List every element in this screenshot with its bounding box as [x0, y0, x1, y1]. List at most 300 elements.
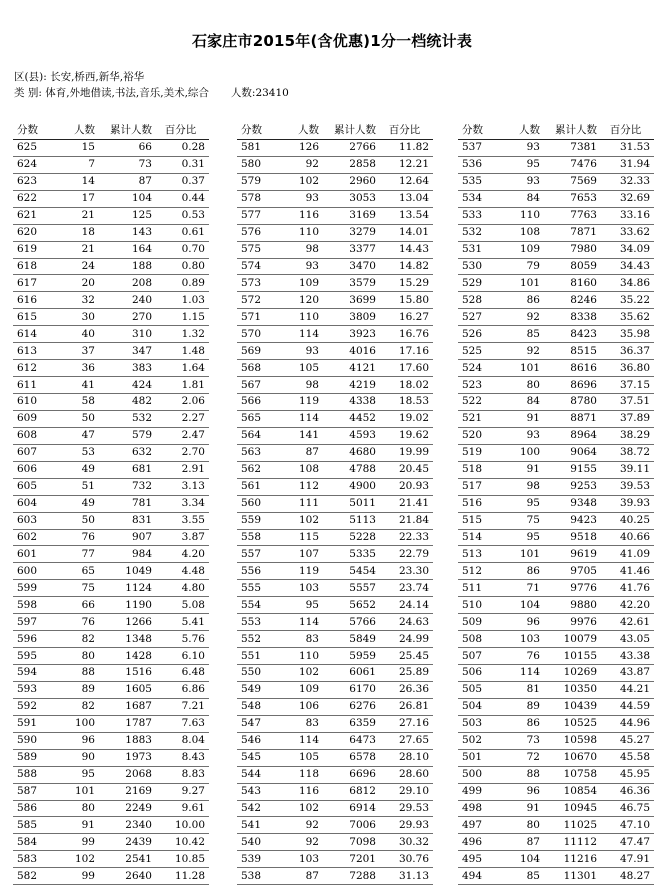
percent-cell: 6.86	[156, 681, 209, 698]
cumulative-cell: 3169	[323, 207, 380, 224]
table-row	[13, 868, 209, 885]
table-row	[458, 139, 654, 156]
cumulative-cell: 10269	[544, 665, 601, 682]
percent-cell: 39.11	[601, 461, 654, 478]
table-row	[13, 563, 209, 580]
percent-cell: 27.16	[380, 715, 433, 732]
percent-cell: 8.83	[156, 766, 209, 783]
header-percent: 百分比	[380, 123, 433, 139]
cumulative-cell: 6170	[323, 681, 380, 698]
cumulative-cell: 6473	[323, 732, 380, 749]
count-cell: 90	[57, 749, 99, 766]
count-cell: 91	[57, 817, 99, 834]
table-row	[458, 156, 654, 173]
table-row	[13, 512, 209, 529]
percent-cell: 41.46	[601, 563, 654, 580]
table-row	[458, 681, 654, 698]
percent-cell: 16.27	[380, 309, 433, 326]
percent-cell: 35.22	[601, 292, 654, 309]
header-score: 分数	[13, 123, 57, 139]
score-cell: 510	[458, 597, 502, 614]
table-row	[237, 478, 433, 495]
table-row	[13, 495, 209, 512]
table-row	[13, 817, 209, 834]
count-cell: 32	[57, 292, 99, 309]
table-row	[458, 173, 654, 190]
count-cell: 93	[281, 258, 323, 275]
percent-cell: 39.93	[601, 495, 654, 512]
score-cell: 574	[237, 258, 281, 275]
count-cell: 95	[502, 156, 544, 173]
count-cell: 96	[502, 783, 544, 800]
percent-cell: 17.16	[380, 343, 433, 360]
percent-cell: 2.91	[156, 461, 209, 478]
percent-cell: 34.43	[601, 258, 654, 275]
percent-cell: 0.44	[156, 190, 209, 207]
score-cell: 496	[458, 834, 502, 851]
count-cell: 41	[57, 377, 99, 394]
cumulative-cell: 1190	[99, 597, 156, 614]
table-row	[458, 478, 654, 495]
table-row	[237, 851, 433, 868]
table-row	[13, 139, 209, 156]
count-cell: 93	[281, 190, 323, 207]
score-cell: 520	[458, 427, 502, 444]
table-row	[13, 207, 209, 224]
table-row	[13, 377, 209, 394]
table-row	[13, 478, 209, 495]
table-row	[458, 783, 654, 800]
percent-cell: 2.70	[156, 444, 209, 461]
count-cell: 98	[502, 478, 544, 495]
percent-cell: 1.64	[156, 360, 209, 377]
percent-cell: 47.10	[601, 817, 654, 834]
table-row	[458, 715, 654, 732]
cumulative-cell: 383	[99, 360, 156, 377]
percent-cell: 9.27	[156, 783, 209, 800]
score-cell: 568	[237, 360, 281, 377]
score-cell: 538	[237, 868, 281, 885]
percent-cell: 44.96	[601, 715, 654, 732]
count-cell: 71	[502, 580, 544, 597]
score-cell: 600	[13, 563, 57, 580]
percent-cell: 34.86	[601, 275, 654, 292]
percent-cell: 4.48	[156, 563, 209, 580]
table-row	[237, 360, 433, 377]
score-cell: 570	[237, 326, 281, 343]
score-cell: 565	[237, 410, 281, 427]
count-cell: 93	[281, 343, 323, 360]
percent-cell: 24.99	[380, 631, 433, 648]
header-score: 分数	[237, 123, 281, 139]
percent-cell: 3.34	[156, 495, 209, 512]
table-row	[13, 681, 209, 698]
count-cell: 73	[502, 732, 544, 749]
percent-cell: 0.37	[156, 173, 209, 190]
table-row	[458, 834, 654, 851]
cumulative-cell: 8515	[544, 343, 601, 360]
percent-cell: 18.02	[380, 377, 433, 394]
table-row	[458, 631, 654, 648]
percent-cell: 38.29	[601, 427, 654, 444]
cumulative-cell: 2340	[99, 817, 156, 834]
table-row	[13, 749, 209, 766]
table-row	[13, 834, 209, 851]
cumulative-cell: 6276	[323, 698, 380, 715]
cumulative-cell: 4121	[323, 360, 380, 377]
score-cell: 514	[458, 529, 502, 546]
percent-cell: 34.09	[601, 241, 654, 258]
cumulative-cell: 240	[99, 292, 156, 309]
score-cell: 573	[237, 275, 281, 292]
count-cell: 102	[281, 800, 323, 817]
score-cell: 556	[237, 563, 281, 580]
cumulative-cell: 10945	[544, 800, 601, 817]
count-cell: 102	[281, 173, 323, 190]
score-cell: 497	[458, 817, 502, 834]
table-row	[237, 834, 433, 851]
table-row	[237, 156, 433, 173]
table-row	[237, 580, 433, 597]
cumulative-cell: 1883	[99, 732, 156, 749]
percent-cell: 35.62	[601, 309, 654, 326]
percent-cell: 37.51	[601, 394, 654, 411]
cumulative-cell: 984	[99, 546, 156, 563]
score-cell: 612	[13, 360, 57, 377]
header-count: 人数	[281, 123, 323, 139]
cumulative-cell: 3377	[323, 241, 380, 258]
cumulative-cell: 9705	[544, 563, 601, 580]
score-cell: 548	[237, 698, 281, 715]
score-cell: 501	[458, 749, 502, 766]
percent-cell: 20.45	[380, 461, 433, 478]
score-cell: 610	[13, 394, 57, 411]
cumulative-cell: 270	[99, 309, 156, 326]
percent-cell: 0.70	[156, 241, 209, 258]
table-row	[237, 766, 433, 783]
score-cell: 589	[13, 749, 57, 766]
cumulative-cell: 5959	[323, 648, 380, 665]
table-row	[13, 309, 209, 326]
cumulative-cell: 482	[99, 394, 156, 411]
score-cell: 580	[237, 156, 281, 173]
percent-cell: 41.76	[601, 580, 654, 597]
count-cell: 84	[502, 190, 544, 207]
count-cell: 51	[57, 478, 99, 495]
table-row	[237, 868, 433, 885]
cumulative-cell: 1428	[99, 648, 156, 665]
score-cell: 503	[458, 715, 502, 732]
table-row	[458, 512, 654, 529]
score-cell: 599	[13, 580, 57, 597]
table-row	[458, 444, 654, 461]
cumulative-cell: 10854	[544, 783, 601, 800]
count-cell: 49	[57, 495, 99, 512]
count-cell: 109	[502, 241, 544, 258]
cumulative-cell: 8780	[544, 394, 601, 411]
table-header-row	[458, 123, 654, 139]
count-cell: 114	[281, 614, 323, 631]
score-cell: 505	[458, 681, 502, 698]
cumulative-cell: 10439	[544, 698, 601, 715]
percent-cell: 13.04	[380, 190, 433, 207]
score-cell: 494	[458, 868, 502, 885]
count-cell: 102	[281, 665, 323, 682]
score-cell: 582	[13, 868, 57, 885]
count-cell: 95	[57, 766, 99, 783]
cumulative-cell: 3470	[323, 258, 380, 275]
cumulative-cell: 3053	[323, 190, 380, 207]
percent-cell: 47.47	[601, 834, 654, 851]
count-cell: 99	[57, 868, 99, 885]
cumulative-cell: 8616	[544, 360, 601, 377]
count-cell: 110	[281, 648, 323, 665]
percent-cell: 29.93	[380, 817, 433, 834]
count-cell: 50	[57, 410, 99, 427]
count-cell: 72	[502, 749, 544, 766]
cumulative-cell: 5011	[323, 495, 380, 512]
percent-cell: 10.85	[156, 851, 209, 868]
count-cell: 114	[281, 326, 323, 343]
cumulative-cell: 8871	[544, 410, 601, 427]
score-cell: 528	[458, 292, 502, 309]
percent-cell: 23.74	[380, 580, 433, 597]
table-row	[13, 580, 209, 597]
table-row	[13, 224, 209, 241]
table-row	[458, 851, 654, 868]
count-cell: 111	[281, 495, 323, 512]
cumulative-cell: 2858	[323, 156, 380, 173]
cumulative-cell: 6696	[323, 766, 380, 783]
score-cell: 540	[237, 834, 281, 851]
score-cell: 543	[237, 783, 281, 800]
count-cell: 102	[281, 512, 323, 529]
count-cell: 116	[281, 207, 323, 224]
percent-cell: 28.10	[380, 749, 433, 766]
cumulative-cell: 424	[99, 377, 156, 394]
count-cell: 95	[502, 529, 544, 546]
percent-cell: 1.32	[156, 326, 209, 343]
table-row	[13, 648, 209, 665]
count-cell: 58	[57, 394, 99, 411]
score-cell: 558	[237, 529, 281, 546]
percent-cell: 8.04	[156, 732, 209, 749]
table-row	[458, 258, 654, 275]
table-row	[458, 360, 654, 377]
cumulative-cell: 5335	[323, 546, 380, 563]
table-row	[458, 275, 654, 292]
count-cell: 76	[57, 614, 99, 631]
table-row	[458, 563, 654, 580]
cumulative-cell: 5113	[323, 512, 380, 529]
category-line	[14, 86, 289, 100]
cumulative-cell: 10350	[544, 681, 601, 698]
cumulative-cell: 1348	[99, 631, 156, 648]
cumulative-cell: 1516	[99, 665, 156, 682]
score-cell: 601	[13, 546, 57, 563]
count-cell: 98	[281, 377, 323, 394]
table-row	[458, 614, 654, 631]
percent-cell: 25.45	[380, 648, 433, 665]
count-cell: 80	[57, 648, 99, 665]
count-cell: 114	[502, 665, 544, 682]
table-row	[237, 444, 433, 461]
table-row	[13, 156, 209, 173]
score-cell: 597	[13, 614, 57, 631]
count-cell: 96	[57, 732, 99, 749]
count-cell: 86	[502, 715, 544, 732]
score-cell: 549	[237, 681, 281, 698]
count-cell: 114	[281, 410, 323, 427]
cumulative-cell: 8246	[544, 292, 601, 309]
table-row	[237, 410, 433, 427]
cumulative-cell: 5454	[323, 563, 380, 580]
score-cell: 611	[13, 377, 57, 394]
count-cell: 101	[502, 360, 544, 377]
count-cell: 103	[281, 580, 323, 597]
percent-cell: 44.59	[601, 698, 654, 715]
table-row	[237, 529, 433, 546]
cumulative-cell: 10670	[544, 749, 601, 766]
score-cell: 591	[13, 715, 57, 732]
count-cell: 75	[502, 512, 544, 529]
cumulative-cell: 310	[99, 326, 156, 343]
cumulative-cell: 2068	[99, 766, 156, 783]
table-row	[13, 529, 209, 546]
percent-cell: 7.63	[156, 715, 209, 732]
score-cell: 596	[13, 631, 57, 648]
table-row	[458, 377, 654, 394]
count-cell: 116	[281, 783, 323, 800]
count-cell: 118	[281, 766, 323, 783]
cumulative-cell: 4338	[323, 394, 380, 411]
score-cell: 619	[13, 241, 57, 258]
percent-cell: 16.76	[380, 326, 433, 343]
percent-cell: 30.32	[380, 834, 433, 851]
score-cell: 495	[458, 851, 502, 868]
score-cell: 614	[13, 326, 57, 343]
score-cell: 545	[237, 749, 281, 766]
cumulative-cell: 2541	[99, 851, 156, 868]
percent-cell: 3.55	[156, 512, 209, 529]
score-cell: 507	[458, 648, 502, 665]
score-cell: 575	[237, 241, 281, 258]
table-row	[458, 580, 654, 597]
category-text: 类 别: 体育,外地借读,书法,音乐,美术,综合	[14, 87, 209, 99]
score-cell: 519	[458, 444, 502, 461]
count-cell: 115	[281, 529, 323, 546]
cumulative-cell: 2169	[99, 783, 156, 800]
score-cell: 512	[458, 563, 502, 580]
cumulative-cell: 4219	[323, 377, 380, 394]
table-row	[13, 461, 209, 478]
table-row	[237, 698, 433, 715]
count-cell: 30	[57, 309, 99, 326]
cumulative-cell: 10155	[544, 648, 601, 665]
count-cell: 24	[57, 258, 99, 275]
table-row	[458, 207, 654, 224]
cumulative-cell: 9518	[544, 529, 601, 546]
score-cell: 498	[458, 800, 502, 817]
score-cell: 577	[237, 207, 281, 224]
table-row	[13, 546, 209, 563]
table-row	[458, 343, 654, 360]
table-row	[237, 258, 433, 275]
table-row	[237, 495, 433, 512]
percent-cell: 9.61	[156, 800, 209, 817]
count-cell: 120	[281, 292, 323, 309]
cumulative-cell: 532	[99, 410, 156, 427]
percent-cell: 11.82	[380, 139, 433, 156]
table-row	[237, 512, 433, 529]
score-cell: 530	[458, 258, 502, 275]
cumulative-cell: 10758	[544, 766, 601, 783]
count-cell: 92	[281, 834, 323, 851]
cumulative-cell: 11112	[544, 834, 601, 851]
table-row	[237, 817, 433, 834]
count-cell: 112	[281, 478, 323, 495]
percent-cell: 46.36	[601, 783, 654, 800]
score-cell: 537	[458, 139, 502, 156]
score-cell: 522	[458, 394, 502, 411]
count-cell: 110	[281, 224, 323, 241]
score-cell: 551	[237, 648, 281, 665]
table-row	[13, 394, 209, 411]
count-cell: 101	[502, 546, 544, 563]
table-row	[237, 343, 433, 360]
table-row	[237, 715, 433, 732]
score-cell: 585	[13, 817, 57, 834]
cumulative-cell: 188	[99, 258, 156, 275]
percent-cell: 0.28	[156, 139, 209, 156]
percent-cell: 21.84	[380, 512, 433, 529]
percent-cell: 3.13	[156, 478, 209, 495]
table-row	[13, 173, 209, 190]
score-cell: 590	[13, 732, 57, 749]
score-cell: 603	[13, 512, 57, 529]
score-table-1	[13, 123, 209, 885]
count-cell: 103	[281, 851, 323, 868]
cumulative-cell: 73	[99, 156, 156, 173]
score-cell: 569	[237, 343, 281, 360]
table-row	[458, 732, 654, 749]
percent-cell: 2.47	[156, 427, 209, 444]
count-cell: 95	[502, 495, 544, 512]
count-cell: 126	[281, 139, 323, 156]
percent-cell: 6.10	[156, 648, 209, 665]
percent-cell: 8.43	[156, 749, 209, 766]
cumulative-cell: 1973	[99, 749, 156, 766]
cumulative-cell: 4900	[323, 478, 380, 495]
count-cell: 75	[57, 580, 99, 597]
percent-cell: 35.98	[601, 326, 654, 343]
table-row	[13, 665, 209, 682]
cumulative-cell: 9976	[544, 614, 601, 631]
table-row	[237, 546, 433, 563]
cumulative-cell: 8059	[544, 258, 601, 275]
score-cell: 506	[458, 665, 502, 682]
cumulative-cell: 7006	[323, 817, 380, 834]
count-cell: 107	[281, 546, 323, 563]
score-cell: 517	[458, 478, 502, 495]
table-row	[458, 546, 654, 563]
score-cell: 547	[237, 715, 281, 732]
cumulative-cell: 781	[99, 495, 156, 512]
table-row	[237, 173, 433, 190]
percent-cell: 1.15	[156, 309, 209, 326]
cumulative-cell: 208	[99, 275, 156, 292]
cumulative-cell: 8696	[544, 377, 601, 394]
